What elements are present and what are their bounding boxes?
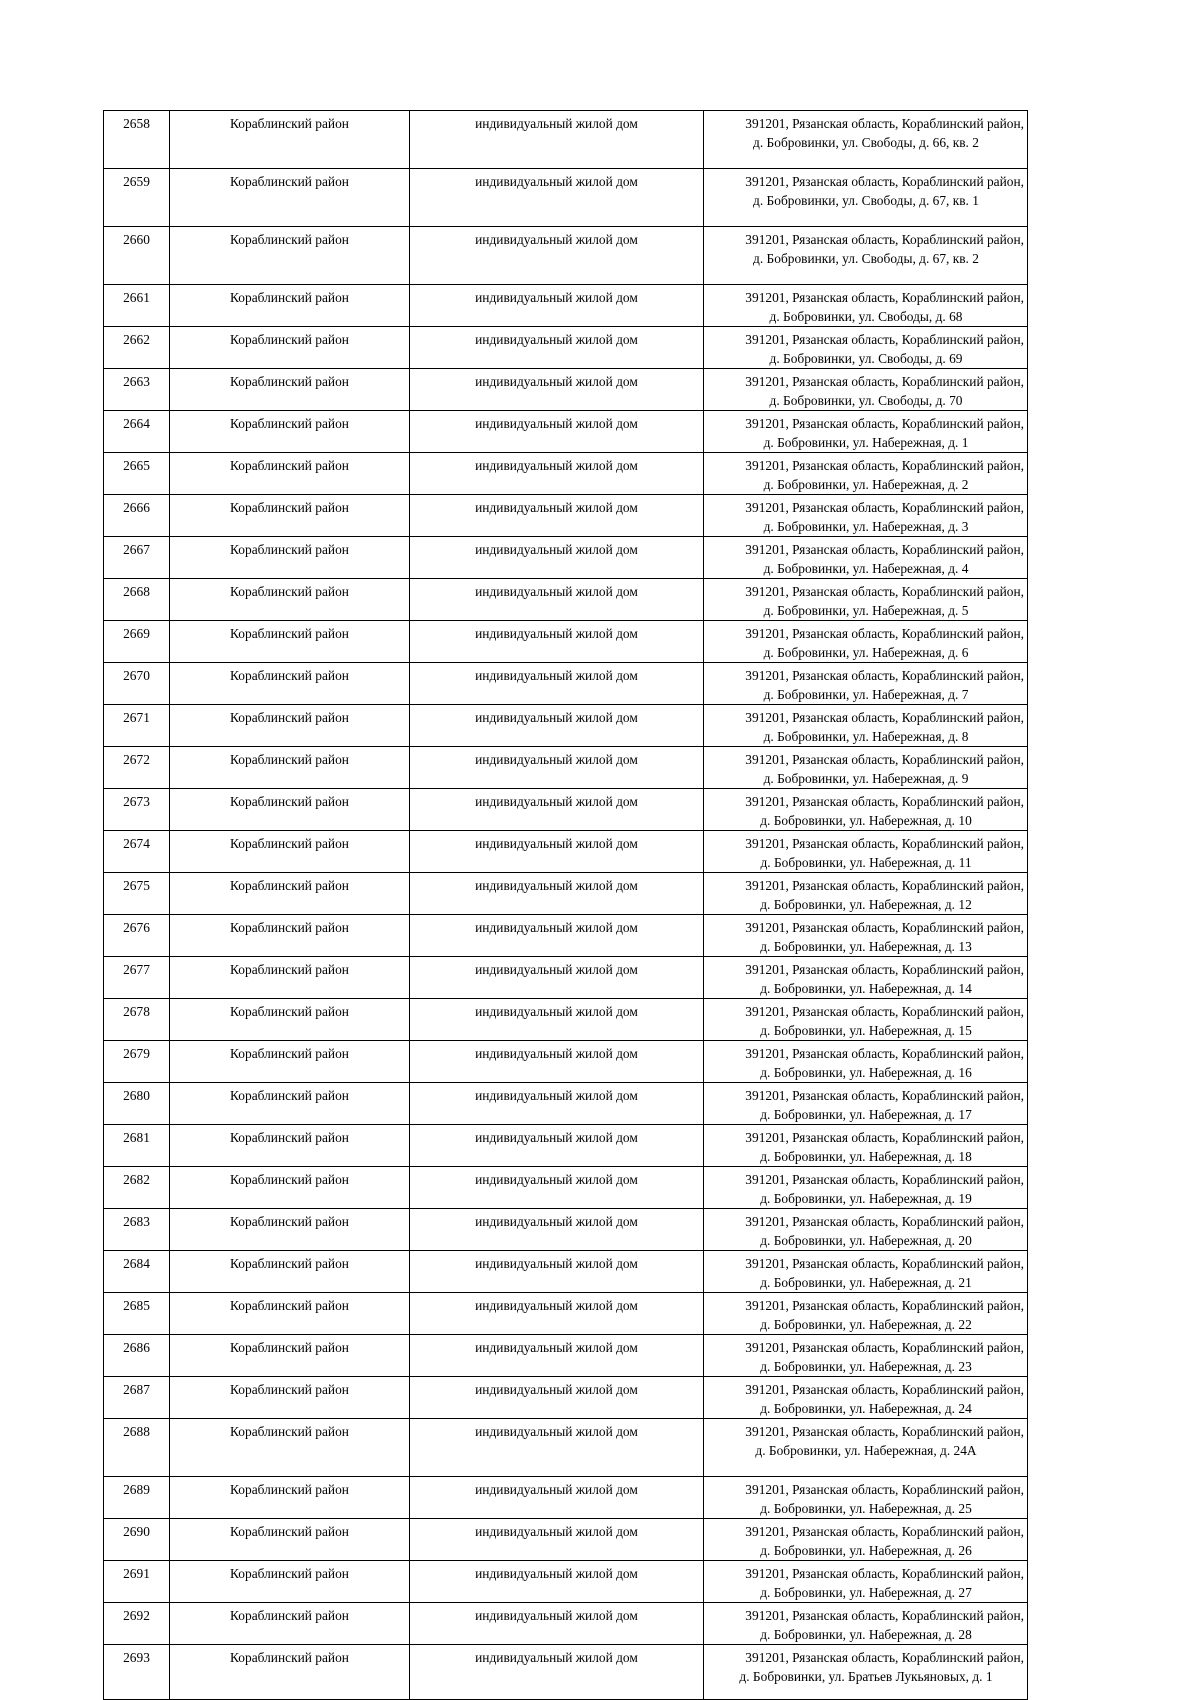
district-cell: Кораблинский район [170,1561,410,1603]
table-row [104,663,1028,705]
address-cell [704,227,1028,285]
table-row [104,369,1028,411]
table-row [104,873,1028,915]
district-cell: Кораблинский район [170,1477,410,1519]
object-type-cell: индивидуальный жилой дом [410,1645,704,1700]
address-cell [704,369,1028,411]
object-type-cell: индивидуальный жилой дом [410,1519,704,1561]
object-type-cell: индивидуальный жилой дом [410,1335,704,1377]
row-number: 2685 [104,1293,170,1335]
address-line-2: д. Бобровинки, ул. Набережная, д. 2 [763,477,969,492]
address-cell [704,705,1028,747]
district-cell: Кораблинский район [170,1251,410,1293]
object-type-cell: индивидуальный жилой дом [410,999,704,1041]
table-row [104,1125,1028,1167]
district-cell: Кораблинский район [170,747,410,789]
district-cell: Кораблинский район [170,915,410,957]
object-type-cell: индивидуальный жилой дом [410,1209,704,1251]
address-line-1: 391201, Рязанская область, Кораблинский район, [745,752,1024,767]
district-cell: Кораблинский район [170,1167,410,1209]
address-cell [704,1167,1028,1209]
address-cell [704,1645,1028,1700]
address-line-1: 391201, Рязанская область, Кораблинский район, [745,1298,1024,1313]
address-cell [704,169,1028,227]
object-type-cell: индивидуальный жилой дом [410,1083,704,1125]
address-cell [704,789,1028,831]
row-number: 2668 [104,579,170,621]
object-type-cell: индивидуальный жилой дом [410,537,704,579]
row-number: 2669 [104,621,170,663]
row-number: 2671 [104,705,170,747]
address-line-1: 391201, Рязанская область, Кораблинский район, [745,416,1024,431]
row-number: 2682 [104,1167,170,1209]
address-line-1: 391201, Рязанская область, Кораблинский район, [745,1214,1024,1229]
address-line-1: 391201, Рязанская область, Кораблинский район, [745,962,1024,977]
row-number: 2688 [104,1419,170,1477]
address-cell [704,327,1028,369]
object-type-cell: индивидуальный жилой дом [410,873,704,915]
address-line-2: д. Бобровинки, ул. Набережная, д. 9 [763,771,969,786]
table-row [104,537,1028,579]
address-cell [704,579,1028,621]
district-cell: Кораблинский район [170,1041,410,1083]
table-row [104,111,1028,169]
address-line-2: д. Бобровинки, ул. Свободы, д. 69 [769,351,963,366]
address-line-1: 391201, Рязанская область, Кораблинский район, [745,794,1024,809]
district-cell: Кораблинский район [170,1519,410,1561]
address-line-2: д. Бобровинки, ул. Набережная, д. 1 [763,435,969,450]
address-cell [704,1125,1028,1167]
district-cell: Кораблинский район [170,1419,410,1477]
row-number: 2662 [104,327,170,369]
address-line-2: д. Бобровинки, ул. Набережная, д. 19 [760,1191,972,1206]
address-line-2: д. Бобровинки, ул. Набережная, д. 12 [760,897,972,912]
row-number: 2659 [104,169,170,227]
address-line-1: 391201, Рязанская область, Кораблинский район, [745,584,1024,599]
object-type-cell: индивидуальный жилой дом [410,1477,704,1519]
district-cell: Кораблинский район [170,621,410,663]
row-number: 2670 [104,663,170,705]
row-number: 2679 [104,1041,170,1083]
address-cell [704,1083,1028,1125]
address-cell [704,411,1028,453]
table-row [104,1083,1028,1125]
row-number: 2687 [104,1377,170,1419]
table-row [104,411,1028,453]
address-line-2: д. Бобровинки, ул. Свободы, д. 66, кв. 2 [753,135,979,150]
address-line-2: д. Бобровинки, ул. Набережная, д. 21 [760,1275,972,1290]
table-row [104,705,1028,747]
row-number: 2680 [104,1083,170,1125]
object-type-cell: индивидуальный жилой дом [410,621,704,663]
address-cell [704,1335,1028,1377]
address-line-1: 391201, Рязанская область, Кораблинский район, [745,1650,1024,1665]
address-line-2: д. Бобровинки, ул. Набережная, д. 14 [760,981,972,996]
district-cell: Кораблинский район [170,873,410,915]
row-number: 2675 [104,873,170,915]
object-type-cell: индивидуальный жилой дом [410,1293,704,1335]
address-line-2: д. Бобровинки, ул. Набережная, д. 22 [760,1317,972,1332]
address-line-1: 391201, Рязанская область, Кораблинский район, [745,500,1024,515]
address-cell [704,285,1028,327]
district-cell: Кораблинский район [170,663,410,705]
address-cell [704,621,1028,663]
address-line-2: д. Бобровинки, ул. Набережная, д. 24А [755,1443,977,1458]
address-cell [704,111,1028,169]
address-line-2: д. Бобровинки, ул. Набережная, д. 23 [760,1359,972,1374]
address-line-2: д. Бобровинки, ул. Набережная, д. 10 [760,813,972,828]
object-type-cell: индивидуальный жилой дом [410,411,704,453]
address-cell [704,999,1028,1041]
address-line-1: 391201, Рязанская область, Кораблинский район, [745,1482,1024,1497]
address-line-2: д. Бобровинки, ул. Набережная, д. 7 [763,687,969,702]
object-type-cell: индивидуальный жилой дом [410,1603,704,1645]
table-row [104,1335,1028,1377]
address-line-2: д. Бобровинки, ул. Набережная, д. 25 [760,1501,972,1516]
object-type-cell: индивидуальный жилой дом [410,831,704,873]
district-cell: Кораблинский район [170,831,410,873]
district-cell: Кораблинский район [170,537,410,579]
district-cell: Кораблинский район [170,1335,410,1377]
row-number: 2672 [104,747,170,789]
address-cell [704,1293,1028,1335]
address-cell [704,1477,1028,1519]
address-line-1: 391201, Рязанская область, Кораблинский район, [745,1424,1024,1439]
address-line-2: д. Бобровинки, ул. Набережная, д. 11 [760,855,972,870]
address-cell [704,747,1028,789]
address-line-1: 391201, Рязанская область, Кораблинский район, [745,878,1024,893]
district-cell: Кораблинский район [170,169,410,227]
address-cell [704,663,1028,705]
object-type-cell: индивидуальный жилой дом [410,705,704,747]
object-type-cell: индивидуальный жилой дом [410,957,704,999]
address-line-1: 391201, Рязанская область, Кораблинский район, [745,1088,1024,1103]
row-number: 2676 [104,915,170,957]
object-type-cell: индивидуальный жилой дом [410,789,704,831]
address-cell [704,537,1028,579]
address-line-1: 391201, Рязанская область, Кораблинский район, [745,836,1024,851]
address-line-2: д. Бобровинки, ул. Набережная, д. 6 [763,645,969,660]
address-line-1: 391201, Рязанская область, Кораблинский район, [745,542,1024,557]
address-cell [704,957,1028,999]
row-number: 2663 [104,369,170,411]
district-cell: Кораблинский район [170,1603,410,1645]
table-row [104,789,1028,831]
address-line-1: 391201, Рязанская область, Кораблинский район, [745,710,1024,725]
address-line-1: 391201, Рязанская область, Кораблинский район, [745,290,1024,305]
table-row [104,915,1028,957]
object-type-cell: индивидуальный жилой дом [410,453,704,495]
address-line-2: д. Бобровинки, ул. Набережная, д. 15 [760,1023,972,1038]
address-line-1: 391201, Рязанская область, Кораблинский район, [745,668,1024,683]
address-cell [704,915,1028,957]
row-number: 2673 [104,789,170,831]
address-line-1: 391201, Рязанская область, Кораблинский район, [745,1004,1024,1019]
row-number: 2666 [104,495,170,537]
table-row [104,1041,1028,1083]
address-line-2: д. Бобровинки, ул. Набережная, д. 3 [763,519,969,534]
object-type-cell: индивидуальный жилой дом [410,111,704,169]
district-cell: Кораблинский район [170,1209,410,1251]
object-type-cell: индивидуальный жилой дом [410,1419,704,1477]
row-number: 2667 [104,537,170,579]
table-body [104,111,1028,1700]
address-cell [704,1377,1028,1419]
address-cell [704,1041,1028,1083]
address-line-1: 391201, Рязанская область, Кораблинский район, [745,458,1024,473]
address-line-2: д. Бобровинки, ул. Набережная, д. 26 [760,1543,972,1558]
object-type-cell: индивидуальный жилой дом [410,1041,704,1083]
object-type-cell: индивидуальный жилой дом [410,169,704,227]
address-cell [704,1519,1028,1561]
table-row [104,957,1028,999]
address-line-2: д. Бобровинки, ул. Свободы, д. 70 [769,393,963,408]
district-cell: Кораблинский район [170,453,410,495]
address-line-1: 391201, Рязанская область, Кораблинский район, [745,374,1024,389]
table-row [104,495,1028,537]
row-number: 2664 [104,411,170,453]
address-line-2: д. Бобровинки, ул. Набережная, д. 17 [760,1107,972,1122]
table-row [104,1603,1028,1645]
address-line-2: д. Бобровинки, ул. Набережная, д. 16 [760,1065,972,1080]
address-line-1: 391201, Рязанская область, Кораблинский район, [745,1256,1024,1271]
address-line-1: 391201, Рязанская область, Кораблинский район, [745,1524,1024,1539]
table-row [104,1561,1028,1603]
object-type-cell: индивидуальный жилой дом [410,1125,704,1167]
address-line-2: д. Бобровинки, ул. Набережная, д. 24 [760,1401,972,1416]
row-number: 2677 [104,957,170,999]
district-cell: Кораблинский район [170,1377,410,1419]
address-cell [704,1209,1028,1251]
table-row [104,579,1028,621]
address-cell [704,495,1028,537]
district-cell: Кораблинский район [170,285,410,327]
address-line-1: 391201, Рязанская область, Кораблинский район, [745,920,1024,935]
row-number: 2690 [104,1519,170,1561]
address-cell [704,831,1028,873]
table-row [104,747,1028,789]
address-line-2: д. Бобровинки, ул. Набережная, д. 4 [763,561,969,576]
address-line-1: 391201, Рязанская область, Кораблинский район, [745,1566,1024,1581]
table-row [104,621,1028,663]
address-line-2: д. Бобровинки, ул. Свободы, д. 67, кв. 1 [753,193,979,208]
row-number: 2686 [104,1335,170,1377]
district-cell: Кораблинский район [170,1293,410,1335]
table-row [104,1419,1028,1477]
district-cell: Кораблинский район [170,999,410,1041]
address-cell [704,453,1028,495]
table-row [104,453,1028,495]
object-type-cell: индивидуальный жилой дом [410,747,704,789]
district-cell: Кораблинский район [170,1125,410,1167]
district-cell: Кораблинский район [170,579,410,621]
row-number: 2658 [104,111,170,169]
address-line-1: 391201, Рязанская область, Кораблинский район, [745,174,1024,189]
address-line-2: д. Бобровинки, ул. Набережная, д. 8 [763,729,969,744]
table-row [104,1293,1028,1335]
row-number: 2692 [104,1603,170,1645]
row-number: 2684 [104,1251,170,1293]
address-line-1: 391201, Рязанская область, Кораблинский район, [745,626,1024,641]
row-number: 2681 [104,1125,170,1167]
address-line-2: д. Бобровинки, ул. Набережная, д. 18 [760,1149,972,1164]
object-type-cell: индивидуальный жилой дом [410,915,704,957]
table-row [104,1377,1028,1419]
address-line-2: д. Бобровинки, ул. Набережная, д. 13 [760,939,972,954]
address-line-1: 391201, Рязанская область, Кораблинский район, [745,232,1024,247]
object-type-cell: индивидуальный жилой дом [410,227,704,285]
object-type-cell: индивидуальный жилой дом [410,495,704,537]
address-cell [704,1419,1028,1477]
address-line-1: 391201, Рязанская область, Кораблинский район, [745,1172,1024,1187]
object-type-cell: индивидуальный жилой дом [410,327,704,369]
table-row [104,1167,1028,1209]
district-cell: Кораблинский район [170,789,410,831]
district-cell: Кораблинский район [170,227,410,285]
address-line-1: 391201, Рязанская область, Кораблинский район, [745,1608,1024,1623]
object-type-cell: индивидуальный жилой дом [410,1561,704,1603]
address-line-1: 391201, Рязанская область, Кораблинский район, [745,116,1024,131]
row-number: 2660 [104,227,170,285]
district-cell: Кораблинский район [170,369,410,411]
object-type-cell: индивидуальный жилой дом [410,285,704,327]
row-number: 2674 [104,831,170,873]
address-line-2: д. Бобровинки, ул. Набережная, д. 27 [760,1585,972,1600]
district-cell: Кораблинский район [170,111,410,169]
table-row [104,227,1028,285]
object-type-cell: индивидуальный жилой дом [410,663,704,705]
row-number: 2689 [104,1477,170,1519]
address-line-1: 391201, Рязанская область, Кораблинский район, [745,1046,1024,1061]
address-line-1: 391201, Рязанская область, Кораблинский район, [745,1340,1024,1355]
table-row [104,327,1028,369]
address-cell [704,1603,1028,1645]
district-cell: Кораблинский район [170,411,410,453]
address-line-1: 391201, Рязанская область, Кораблинский район, [745,1382,1024,1397]
table-row [104,285,1028,327]
table-row [104,1209,1028,1251]
address-line-1: 391201, Рязанская область, Кораблинский район, [745,332,1024,347]
district-cell: Кораблинский район [170,957,410,999]
address-line-2: д. Бобровинки, ул. Свободы, д. 67, кв. 2 [753,251,979,266]
address-line-1: 391201, Рязанская область, Кораблинский район, [745,1130,1024,1145]
address-line-2: д. Бобровинки, ул. Набережная, д. 20 [760,1233,972,1248]
district-cell: Кораблинский район [170,1083,410,1125]
object-type-cell: индивидуальный жилой дом [410,1167,704,1209]
object-type-cell: индивидуальный жилой дом [410,1251,704,1293]
district-cell: Кораблинский район [170,495,410,537]
object-type-cell: индивидуальный жилой дом [410,369,704,411]
table-row [104,1519,1028,1561]
table-row [104,831,1028,873]
row-number: 2661 [104,285,170,327]
table-row [104,1477,1028,1519]
row-number: 2678 [104,999,170,1041]
object-type-cell: индивидуальный жилой дом [410,1377,704,1419]
address-line-2: д. Бобровинки, ул. Набережная, д. 5 [763,603,969,618]
row-number: 2683 [104,1209,170,1251]
table-row [104,1251,1028,1293]
address-cell [704,1251,1028,1293]
address-line-2: д. Бобровинки, ул. Свободы, д. 68 [769,309,963,324]
table-row [104,169,1028,227]
table-row [104,999,1028,1041]
table-row [104,1645,1028,1700]
address-line-2: д. Бобровинки, ул. Набережная, д. 28 [760,1627,972,1642]
address-cell [704,1561,1028,1603]
district-cell: Кораблинский район [170,327,410,369]
district-cell: Кораблинский район [170,1645,410,1700]
address-cell [704,873,1028,915]
row-number: 2665 [104,453,170,495]
district-cell: Кораблинский район [170,705,410,747]
row-number: 2693 [104,1645,170,1700]
row-number: 2691 [104,1561,170,1603]
address-line-2: д. Бобровинки, ул. Братьев Лукьяновых, д. 1 [739,1669,993,1684]
housing-registry-table [103,110,1028,1700]
object-type-cell: индивидуальный жилой дом [410,579,704,621]
